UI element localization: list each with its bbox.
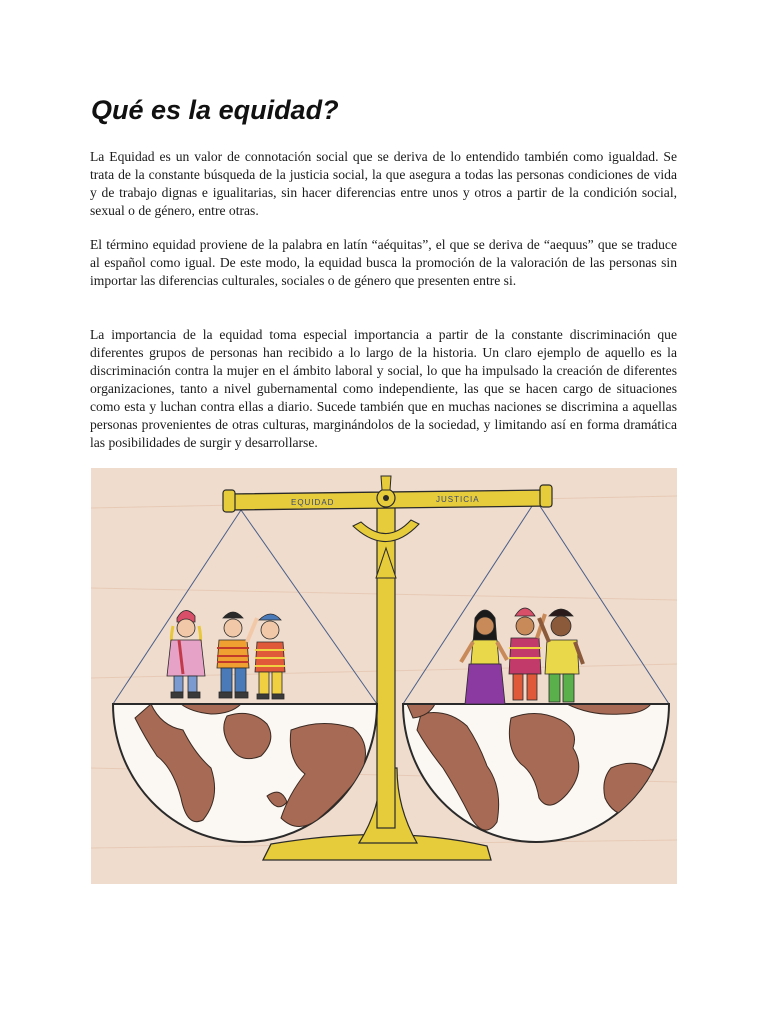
beam-label-equidad: EQUIDAD <box>291 498 335 507</box>
scale-drawing <box>91 468 677 884</box>
beam-label-justicia: JUSTICIA <box>436 495 480 504</box>
paragraph-importance: La importancia de la equidad toma especial importancia a partir de la constante discriminación que diferentes grupos de personas han recibido a lo largo de la historia. Un claro ejemplo de aquello es la discriminación contra la mujer en el ámbito laboral y social, lo que ha impulsado la creación de diferentes organizaciones, tanto a nivel gubernamental como independiente, las que se hacen cargo de situaciones como esta y luchan contra ellas a diario. Sucede también que en muchas naciones se discrimina a aquellas personas provenientes de otras culturas, marginándolos de la sociedad, y limitando así en forma dramática las posibilidades de surgir y desarrollarse. <box>90 327 677 450</box>
paragraph-definition: La Equidad es un valor de connotación social que se deriva de lo entendido también como igualdad. Se trata de la constante búsqueda de la justicia social, la que asegura a todas las personas condiciones de vida y de trabajo dignas e igualitarias, sin hacer diferencias entre unos y otros a partir de la condición social, sexual o de género, entre otras. <box>90 149 677 218</box>
page-title: Qué es la equidad? <box>91 95 339 125</box>
paragraph-etymology: El término equidad proviene de la palabra en latín “aéquitas”, el que se deriva de “aequus” que se traduce al español como igual. De este modo, la equidad busca la promoción de la valoración de las personas sin importar las diferencias culturales, sociales o de género que presenten entre si. <box>90 237 677 288</box>
scale-of-justice-illustration <box>91 468 677 884</box>
right-children-group <box>461 608 583 704</box>
